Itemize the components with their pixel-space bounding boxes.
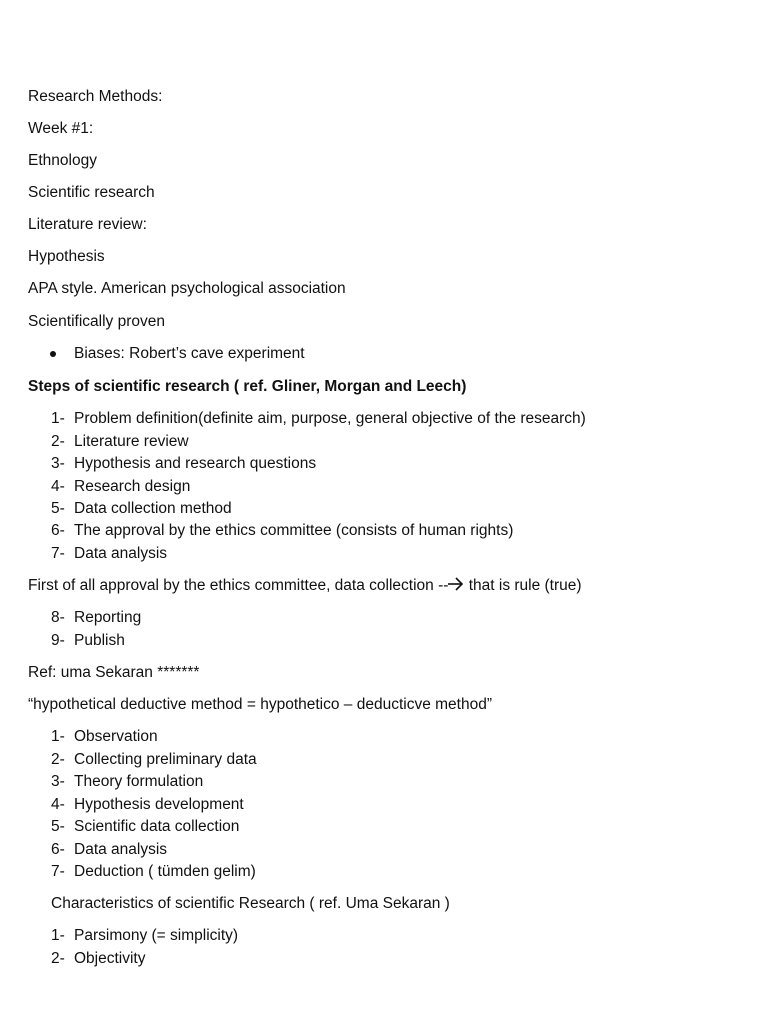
list-item: [0, 409, 768, 429]
list-text: Deduction ( tümden gelim): [74, 863, 256, 880]
characteristics-heading: Characteristics of scientific Research ( ref. Uma Sekaran ): [51, 895, 450, 912]
list-item: [0, 772, 768, 792]
list-number: 2-: [51, 950, 65, 967]
list-number: 5-: [51, 500, 65, 517]
list-text: Theory formulation: [74, 773, 204, 790]
list-item: [0, 631, 768, 651]
method-line: “hypothetical deductive method = hypothetico – deducticve method”: [28, 696, 492, 713]
rule-text-before: First of all approval by the ethics committee, data collection --: [28, 577, 449, 594]
list-number: 9-: [51, 632, 65, 649]
list-text: Data analysis: [74, 545, 168, 562]
week-label: Week #1:: [28, 120, 94, 137]
list-text: Reporting: [74, 609, 142, 626]
list-item: [0, 608, 768, 628]
list-number: 2-: [51, 751, 65, 768]
list-item: [0, 454, 768, 474]
list-item: [0, 727, 768, 747]
list-text: Literature review: [74, 433, 189, 450]
list-number: 5-: [51, 818, 65, 835]
list-item: [0, 926, 768, 946]
list-text: Research design: [74, 478, 191, 495]
list-text: Hypothesis and research questions: [74, 455, 317, 472]
list-number: 6-: [51, 841, 65, 858]
text-line: Literature review:: [28, 216, 147, 233]
text-line: APA style. American psychological association: [28, 280, 346, 297]
list-number: 6-: [51, 522, 65, 539]
list-item: [0, 750, 768, 770]
list-number: 1-: [51, 410, 65, 427]
list-item: [0, 521, 768, 541]
list-text: Data collection method: [74, 500, 232, 517]
list-number: 1-: [51, 728, 65, 745]
list-text: Problem definition(definite aim, purpose, general objective of the research): [74, 410, 586, 427]
list-text: Scientific data collection: [74, 818, 240, 835]
list-number: 8-: [51, 609, 65, 626]
list-item: [0, 949, 768, 969]
list-item: [0, 817, 768, 837]
bullet-text: Biases: Robert’s cave experiment: [74, 345, 305, 362]
list-item: [0, 499, 768, 519]
text-line: Scientific research: [28, 184, 155, 201]
text-line: Hypothesis: [28, 248, 105, 265]
list-text: Hypothesis development: [74, 796, 244, 813]
doc-title: Research Methods:: [28, 88, 163, 105]
text-line: Ethnology: [28, 152, 97, 169]
list-text: The approval by the ethics committee (consists of human rights): [74, 522, 514, 539]
list-text: Data analysis: [74, 841, 168, 858]
list-text: Objectivity: [74, 950, 146, 967]
list-item: [0, 477, 768, 497]
list-number: 4-: [51, 478, 65, 495]
list-text: Publish: [74, 632, 125, 649]
list-item: [0, 544, 768, 564]
list-number: 3-: [51, 773, 65, 790]
list-item: [0, 840, 768, 860]
list-text: Parsimony (= simplicity): [74, 927, 239, 944]
rule-text-after: that is rule (true): [464, 577, 582, 594]
section-heading: Steps of scientific research ( ref. Gliner, Morgan and Leech): [28, 378, 467, 395]
list-item: [0, 862, 768, 882]
bullet-list-item: [0, 344, 768, 364]
list-number: 1-: [51, 927, 65, 944]
list-number: 7-: [51, 545, 65, 562]
list-number: 7-: [51, 863, 65, 880]
list-item: [0, 432, 768, 452]
list-text: Observation: [74, 728, 158, 745]
text-line: Scientifically proven: [28, 313, 165, 330]
list-number: 4-: [51, 796, 65, 813]
reference-line: Ref: uma Sekaran *******: [28, 664, 200, 681]
list-number: 2-: [51, 433, 65, 450]
list-item: [0, 795, 768, 815]
list-number: 3-: [51, 455, 65, 472]
bullet-icon: [50, 351, 56, 357]
right-arrow-icon: [448, 577, 464, 591]
list-text: Collecting preliminary data: [74, 751, 257, 768]
rule-line: [28, 576, 582, 596]
